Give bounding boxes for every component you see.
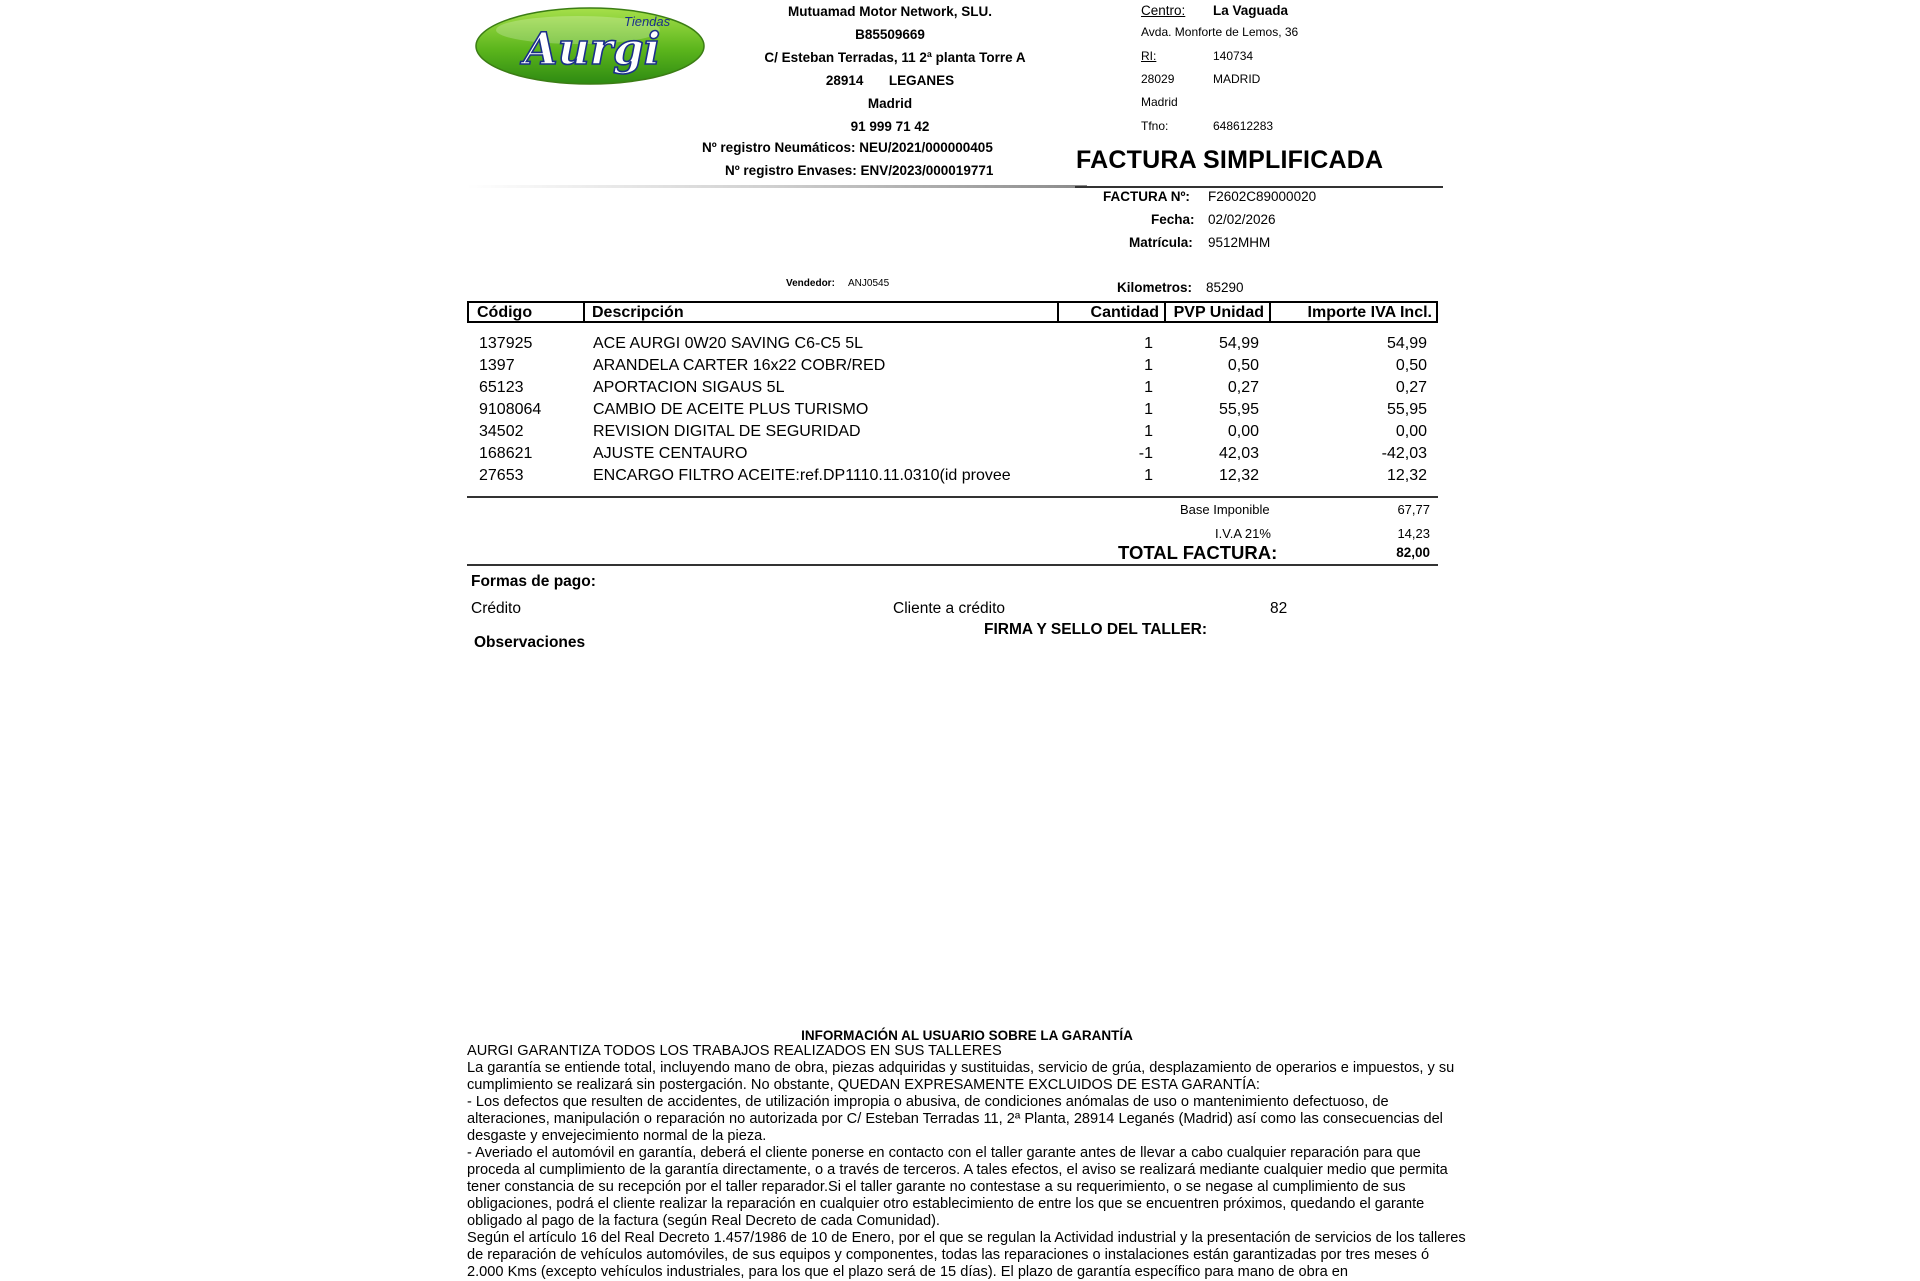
centro-phone: 648612283 xyxy=(1213,119,1274,133)
company-block xyxy=(690,0,1090,138)
row-total: 54,99 xyxy=(1386,335,1427,352)
base-label: Base Imponible xyxy=(1180,502,1270,517)
centro-province: Madrid xyxy=(1141,95,1178,109)
row-code: 1397 xyxy=(479,357,515,374)
table-bottom-rule xyxy=(467,496,1438,498)
table-row xyxy=(467,467,1438,489)
company-cif: B85509669 xyxy=(855,27,925,42)
col-separator xyxy=(583,303,585,321)
row-total: 0,50 xyxy=(1395,357,1427,374)
centro-label: Centro: xyxy=(1141,3,1186,18)
table-row xyxy=(467,445,1438,467)
company-phone: 91 999 71 42 xyxy=(850,119,930,134)
warranty-heading: INFORMACIÓN AL USUARIO SOBRE LA GARANTÍA xyxy=(801,1028,1133,1043)
row-qty: 1 xyxy=(1144,379,1153,396)
row-total: -42,03 xyxy=(1381,445,1427,462)
row-total: 0,27 xyxy=(1395,379,1427,396)
row-code: 65123 xyxy=(479,379,524,396)
warranty-paragraph: - Averiado el automóvil en garantía, deberá el cliente ponerse en contacto con el taller garante antes de llevar a cabo cualquier reparación para que proceda al cumplimiento de la garantía directamente, o a través de terceros. A tales efectos, el aviso se realizará mediante cualquier medio que permita tener constancia de su recepción por el taller reparador.Si el taller garante no contestase a su requerimiento, o se negase al cumplimiento de sus obligaciones, podrá el cliente realizar la reparación en cualquier otro establecimiento de entre los que se encuentren próximos, quedando el garante obligado al pago de la factura (según Real Decreto de cada Comunidad). xyxy=(467,1145,1448,1229)
payment-heading: Formas de pago: xyxy=(471,573,596,590)
row-price: 55,95 xyxy=(1218,401,1259,418)
svg-text:Tiendas: Tiendas xyxy=(624,14,671,29)
warranty-text xyxy=(467,1043,1467,1281)
table-row xyxy=(467,423,1438,445)
km-label: Kilometros: xyxy=(1117,280,1193,295)
invoice-number: F2602C89000020 xyxy=(1208,189,1317,204)
warranty-paragraph: - Los defectos que resulten de accidentes, de utilización impropia o abusiva, de condiciones anómalas de uso o mantenimiento defectuoso, de alteraciones, manipulación o reparación no autorizada por C/ Esteban Terradas 11, 2ª Planta, 28914 Leganés (Madrid) así como las consecuencias del desgaste y envejecimiento normal de la pieza. xyxy=(467,1094,1443,1144)
total-label: TOTAL FACTURA: xyxy=(1118,542,1278,563)
row-qty: -1 xyxy=(1138,445,1153,462)
payment-method: Crédito xyxy=(471,600,521,617)
row-desc: REVISION DIGITAL DE SEGURIDAD xyxy=(593,423,861,440)
row-desc: APORTACION SIGAUS 5L xyxy=(593,379,785,396)
row-qty: 1 xyxy=(1144,335,1153,352)
iva-value: 14,23 xyxy=(1397,526,1430,541)
row-price: 42,03 xyxy=(1218,445,1259,462)
row-price: 0,00 xyxy=(1227,423,1259,440)
row-code: 34502 xyxy=(479,423,524,440)
row-desc: AJUSTE CENTAURO xyxy=(593,445,748,462)
header-rule xyxy=(1075,186,1443,188)
table-row xyxy=(467,401,1438,423)
svg-text:Aurgi: Aurgi xyxy=(523,24,661,75)
invoice-plate-label: Matrícula: xyxy=(1129,235,1193,250)
invoice-number-label: FACTURA Nº: xyxy=(1103,189,1190,204)
seller-label: Vendedor: xyxy=(786,278,835,289)
row-price: 12,32 xyxy=(1218,467,1259,484)
invoice-title: FACTURA SIMPLIFICADA xyxy=(1076,146,1384,174)
row-code: 27653 xyxy=(479,467,524,484)
col-qty-header: Cantidad xyxy=(1090,304,1159,321)
row-desc: ARANDELA CARTER 16x22 COBR/RED xyxy=(593,357,886,374)
row-qty: 1 xyxy=(1144,467,1153,484)
col-total-header: Importe IVA Incl. xyxy=(1307,304,1432,321)
header-fade-rule xyxy=(467,185,1087,188)
aurgi-logo xyxy=(474,4,706,88)
company-postal-line xyxy=(690,69,1090,92)
observations-label: Observaciones xyxy=(474,634,586,651)
company-town: LEGANES xyxy=(888,73,955,88)
row-total: 0,00 xyxy=(1395,423,1427,440)
seller-code: ANJ0545 xyxy=(848,278,890,289)
company-address: C/ Esteban Terradas, 11 2ª planta Torre A xyxy=(764,50,1026,65)
row-desc: CAMBIO DE ACEITE PLUS TURISMO xyxy=(593,401,869,418)
table-row xyxy=(467,335,1438,357)
company-postal-code: 28914 xyxy=(825,73,864,88)
warranty-paragraph: La garantía se entiende total, incluyendo mano de obra, piezas adquiridas y sustituidas, servicio de grúa, desplazamiento de operarios e impuestos, y su cumplimiento se realizará sin postergación. No obstante, QUEDAN EXPRESAMENTE EXCLUIDOS DE ESTA GARANTÍA: xyxy=(467,1060,1455,1093)
row-desc: ENCARGO FILTRO ACEITE:ref.DP1110.11.0310(id provee xyxy=(593,467,1011,484)
invoice-date: 02/02/2026 xyxy=(1208,212,1276,227)
signature-label: FIRMA Y SELLO DEL TALLER: xyxy=(984,621,1208,638)
centro-address: Avda. Monforte de Lemos, 36 xyxy=(1141,25,1299,39)
centro-postal-code: 28029 xyxy=(1141,72,1175,86)
totals-bottom-rule xyxy=(467,564,1438,566)
base-value: 67,77 xyxy=(1397,502,1430,517)
row-code: 168621 xyxy=(479,445,533,462)
row-qty: 1 xyxy=(1144,423,1153,440)
col-price-header: PVP Unidad xyxy=(1173,304,1264,321)
centro-ri: 140734 xyxy=(1213,49,1254,63)
col-desc-header: Descripción xyxy=(592,304,684,321)
company-name: Mutuamad Motor Network, SLU. xyxy=(787,4,992,19)
table-row xyxy=(467,379,1438,401)
warranty-paragraph: Según el artículo 16 del Real Decreto 1.457/1986 de 10 de Enero, por el que se regulan la Actividad industrial y la presentación de servicios de los talleres de reparación de vehículos automóviles, de sus equipos y componentes, todas las reparaciones o instalaciones están garantizadas por tres meses ó 2.000 Kms (excepto vehículos industriales, para los que el plazo será de 15 días). El plazo de garantía específico para mano de obra en xyxy=(467,1230,1466,1280)
items-table-header xyxy=(467,301,1438,323)
iva-label: I.V.A 21% xyxy=(1215,526,1271,541)
table-row xyxy=(467,357,1438,379)
row-desc: ACE AURGI 0W20 SAVING C6-C5 5L xyxy=(593,335,864,352)
row-price: 0,27 xyxy=(1227,379,1259,396)
row-price: 54,99 xyxy=(1218,335,1259,352)
centro-name: La Vaguada xyxy=(1213,3,1289,18)
centro-city: MADRID xyxy=(1213,72,1261,86)
row-price: 0,50 xyxy=(1227,357,1259,374)
col-code-header: Código xyxy=(477,304,533,321)
total-value: 82,00 xyxy=(1396,545,1430,560)
centro-phone-label: Tfno: xyxy=(1141,119,1169,133)
centro-ri-label: RI: xyxy=(1141,49,1157,63)
registro-envases: Nº registro Envases: ENV/2023/000019771 xyxy=(725,163,994,178)
invoice-plate: 9512MHM xyxy=(1208,235,1271,250)
warranty-line: AURGI GARANTIZA TODOS LOS TRABAJOS REALIZADOS EN SUS TALLERES xyxy=(467,1043,1002,1059)
row-qty: 1 xyxy=(1144,357,1153,374)
row-qty: 1 xyxy=(1144,401,1153,418)
company-province: Madrid xyxy=(867,96,913,111)
invoice-date-label: Fecha: xyxy=(1151,212,1195,227)
registro-neumaticos: Nº registro Neumáticos: NEU/2021/000000405 xyxy=(702,140,993,155)
row-code: 9108064 xyxy=(479,401,542,418)
row-total: 55,95 xyxy=(1386,401,1427,418)
credit-client-label: Cliente a crédito xyxy=(893,600,1006,617)
row-total: 12,32 xyxy=(1386,467,1427,484)
km-value: 85290 xyxy=(1206,280,1244,295)
credit-amount: 82 xyxy=(1270,600,1288,617)
row-code: 137925 xyxy=(479,335,533,352)
